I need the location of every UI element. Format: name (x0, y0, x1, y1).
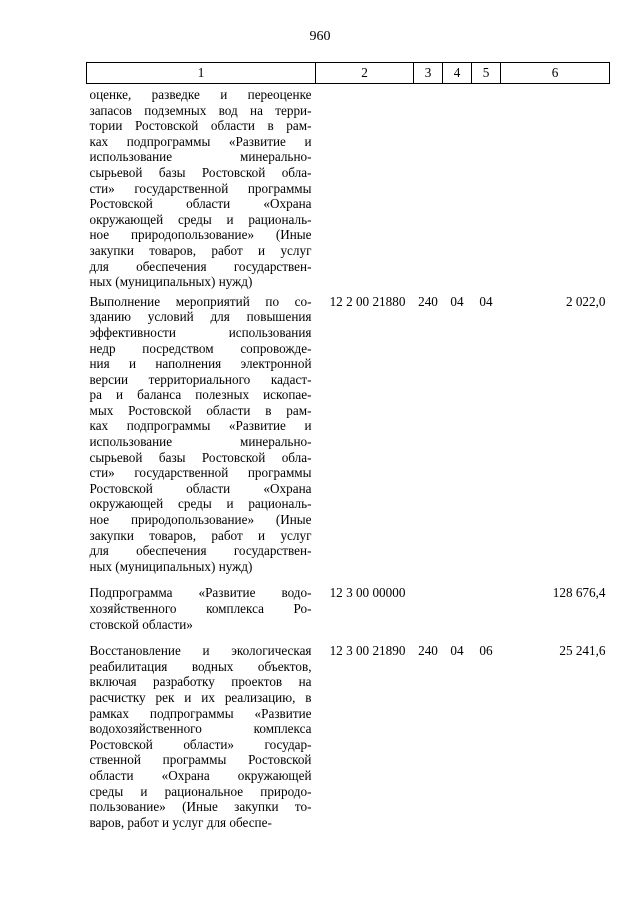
description-line: сырьевой базы Ростовской обла- (89, 449, 312, 465)
description-line: для обеспечения государствен- (89, 258, 312, 274)
description-line: сырьевой базы Ростовской обла- (89, 164, 312, 180)
column-header: 5 (472, 63, 501, 84)
description-line: ное природопользование» (Иные (89, 227, 312, 243)
table-row (87, 574, 610, 632)
row-code: 12 3 00 21890 (329, 643, 406, 659)
column-header: 6 (501, 63, 610, 84)
description-line: окружающей среды и рациональ- (89, 211, 312, 227)
description-line: Ростовской области «Охрана (89, 196, 312, 212)
table-header-row (87, 63, 610, 84)
description-line: тории Ростовской области в рам- (89, 118, 312, 134)
description-line: варов, работ и услуг для обеспе- (89, 814, 272, 830)
description-line: мых Ростовской области в рам- (89, 402, 312, 418)
row-section: 04 (450, 643, 464, 659)
description-line: расчистку рек и их реализацию, в (89, 689, 312, 705)
row-expense-type: 240 (418, 293, 438, 309)
row-description (87, 632, 316, 830)
description-line: пользование» (Иные закупки то- (89, 799, 312, 815)
row-section (443, 84, 472, 290)
description-line: окружающей среды и рациональ- (89, 496, 312, 512)
description-line: включая разработку проектов на (89, 674, 312, 690)
description-line: использование минерально- (89, 434, 312, 450)
description-line: среды и рациональное природо- (89, 783, 312, 799)
column-header: 2 (316, 63, 414, 84)
description-line: области «Охрана окружающей (89, 767, 312, 783)
column-header: 4 (443, 63, 472, 84)
description-line: хозяйственного комплекса Ро- (89, 601, 312, 616)
description-line: ра и баланса полезных ископае- (89, 387, 312, 403)
row-code: 12 2 00 21880 (329, 293, 406, 309)
description-line: реабилитация водных объектов, (89, 658, 312, 674)
row-amount (501, 84, 610, 290)
description-line: стовской области» (89, 616, 193, 632)
description-line: сти» государственной программы (89, 180, 312, 196)
description-line: эффективности использования (89, 324, 312, 340)
row-subsection: 06 (479, 643, 493, 659)
table-row (87, 290, 610, 575)
row-section: 04 (450, 293, 464, 309)
row-subsection (472, 84, 501, 290)
description-line: Выполнение мероприятий по со- (89, 293, 312, 309)
description-line: закупки товаров, работ и услуг (89, 242, 312, 258)
description-line: недр посредством сопровожде- (89, 340, 312, 356)
row-code (316, 84, 414, 290)
description-line: сти» государственной программы (89, 465, 312, 481)
description-line: ных (муниципальных) нужд) (89, 558, 253, 574)
table-row (87, 632, 610, 830)
row-section (443, 574, 472, 632)
description-line: версии территориального кадаст- (89, 371, 312, 387)
description-line: ственной программы Ростовской (89, 752, 312, 768)
row-description (87, 84, 316, 290)
description-line: Ростовской области» государ- (89, 736, 312, 752)
description-line: зданию условий для повышения (89, 309, 312, 325)
description-line: ках подпрограммы «Развитие и (89, 133, 312, 149)
description-line: ное природопользование» (Иные (89, 512, 312, 528)
budget-table (86, 62, 609, 830)
description-line: рамках подпрограммы «Развитие (89, 705, 312, 721)
description-line: водохозяйственного комплекса (89, 721, 312, 737)
row-description (87, 574, 316, 632)
row-expense-type (414, 574, 443, 632)
description-line: Ростовской области «Охрана (89, 480, 312, 496)
description-line: оценке, разведке и переоценке (89, 87, 312, 102)
row-amount: 128 676,4 (552, 585, 606, 601)
column-header: 1 (87, 63, 316, 84)
description-line: закупки товаров, работ и услуг (89, 527, 312, 543)
table-row (87, 84, 610, 290)
description-line: ных (муниципальных) нужд) (89, 274, 253, 290)
row-expense-type (414, 84, 443, 290)
page-number: 960 (309, 29, 331, 44)
column-header: 3 (414, 63, 443, 84)
row-description (87, 290, 316, 575)
description-line: использование минерально- (89, 149, 312, 165)
description-line: ках подпрограммы «Развитие и (89, 418, 312, 434)
description-line: запасов подземных вод на терри- (89, 102, 312, 118)
row-code: 12 3 00 00000 (329, 585, 406, 601)
row-amount: 25 241,6 (559, 643, 606, 659)
description-line: ния и наполнения электронной (89, 356, 312, 372)
description-line: для обеспечения государствен- (89, 543, 312, 559)
description-line: Восстановление и экологическая (89, 643, 312, 659)
description-line: Подпрограмма «Развитие водо- (89, 585, 312, 601)
row-expense-type: 240 (418, 643, 438, 659)
row-amount: 2 022,0 (565, 293, 606, 309)
row-subsection: 04 (479, 293, 493, 309)
row-subsection (472, 574, 501, 632)
